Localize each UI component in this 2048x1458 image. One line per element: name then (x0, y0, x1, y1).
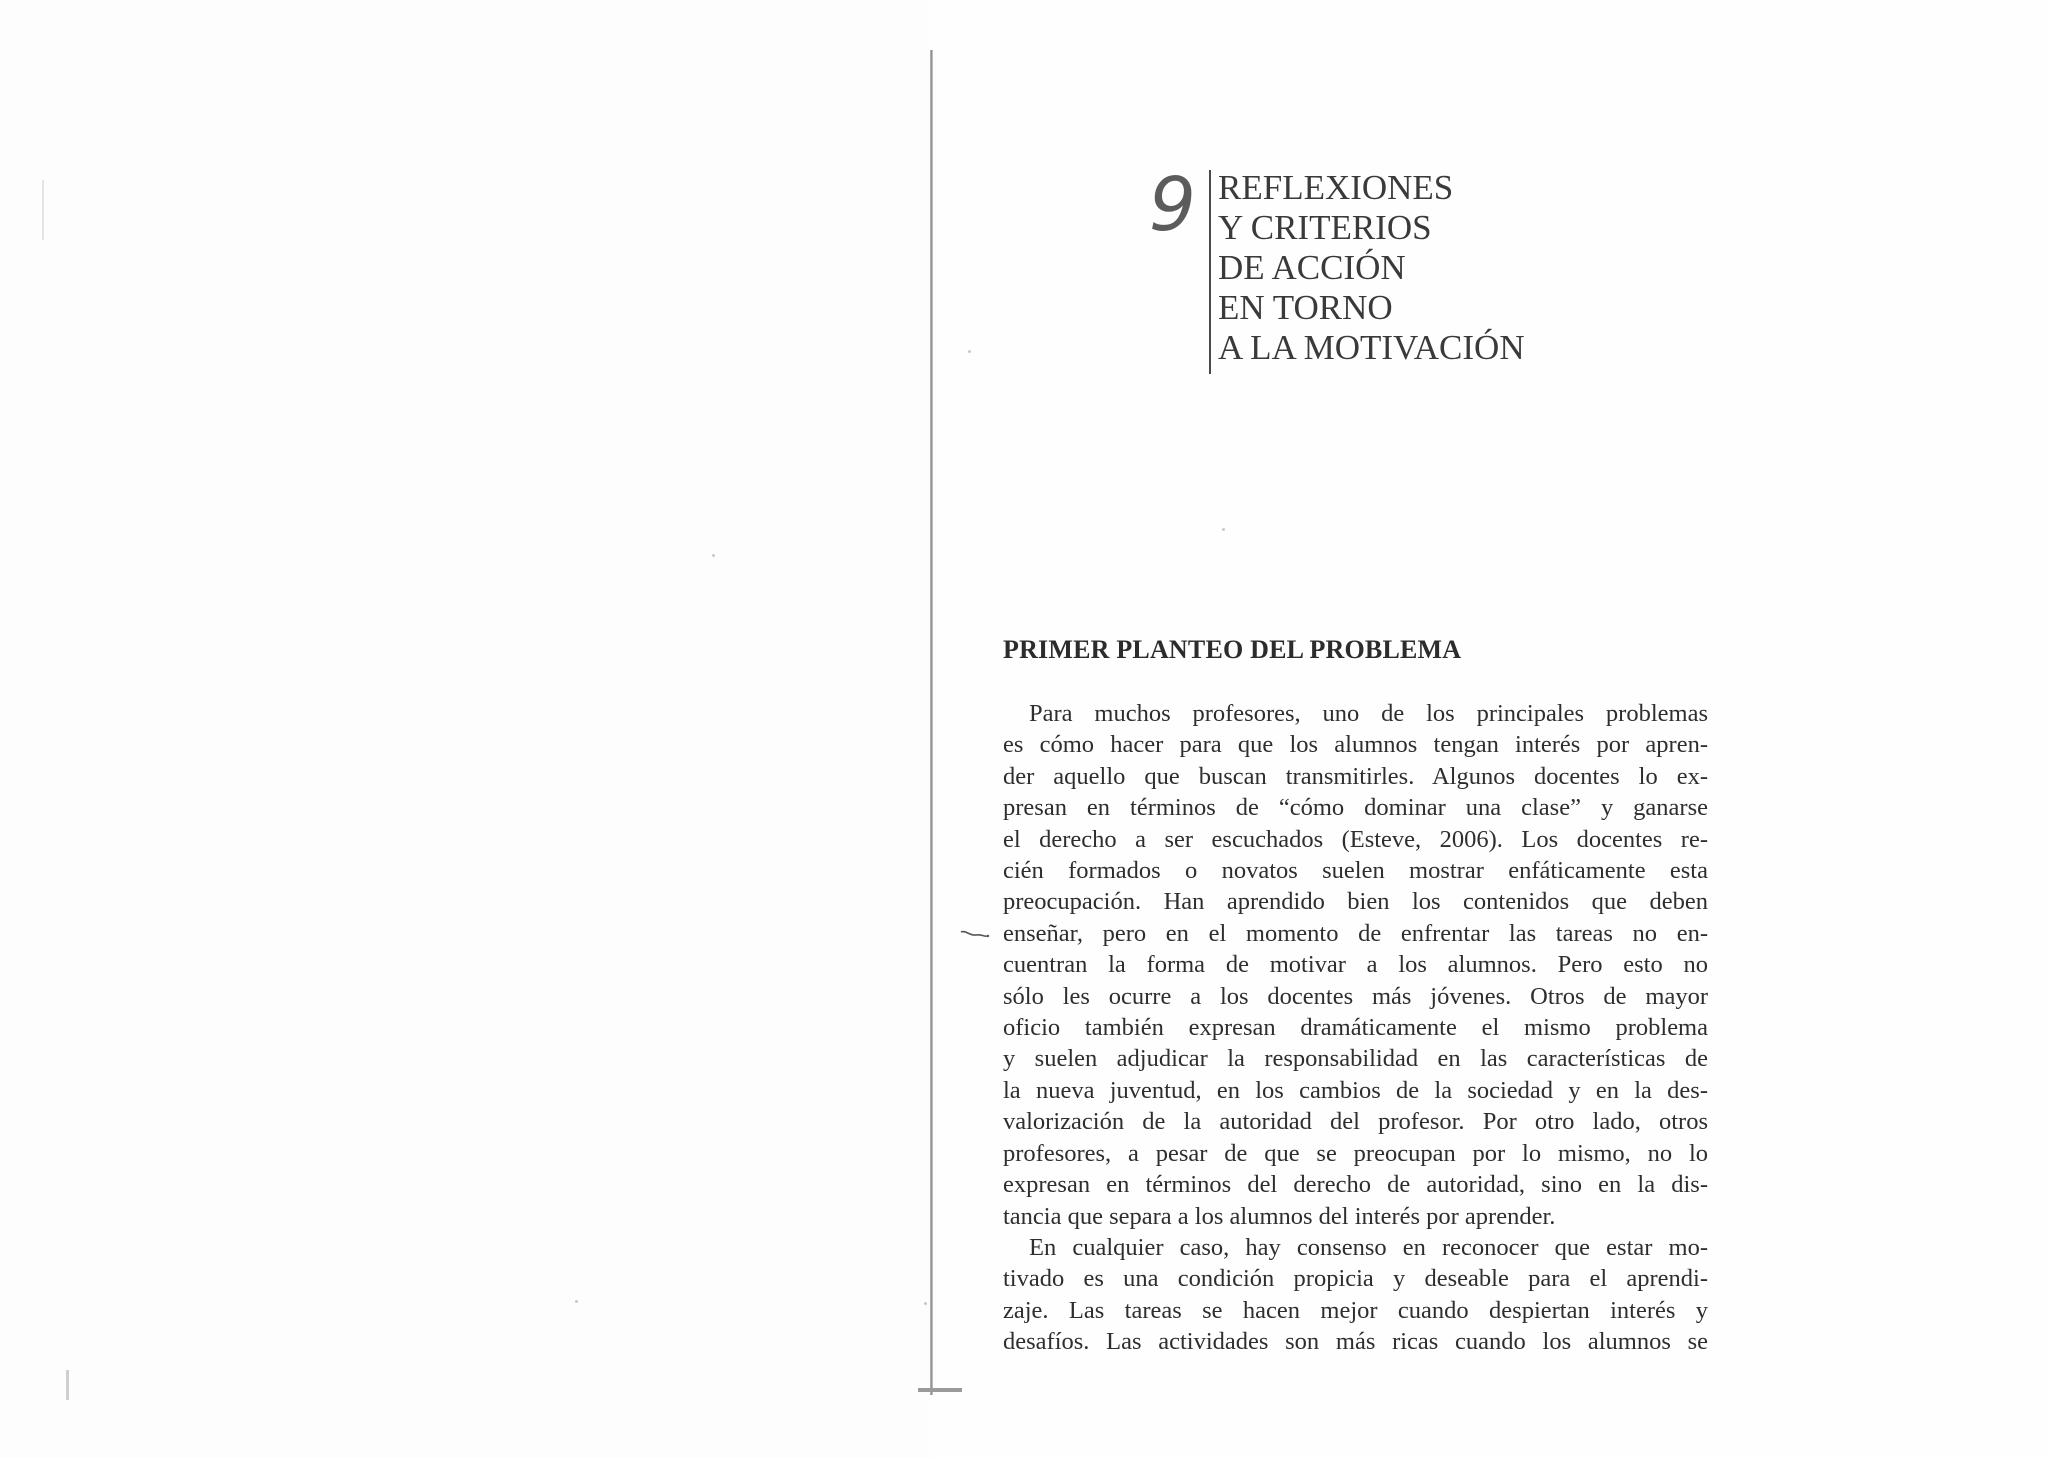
body-line: es cómo hacer para que los alumnos tengan interés por apren- (1003, 731, 1708, 759)
body-line: el derecho a ser escuchados (Esteve, 2006). Los docentes re- (1003, 825, 1708, 853)
body-line: preocupación. Han aprendido bien los contenidos que deben (1003, 888, 1708, 916)
chapter-title-line: Y CRITERIOS (1218, 208, 1432, 247)
body-line: Para muchos profesores, uno de los principales problemas (1029, 700, 1708, 727)
body-line: tancia que separa a los alumnos del interés por aprender. (1003, 1202, 1556, 1230)
body-line: y suelen adjudicar la responsabilidad en las características de (1003, 1045, 1708, 1073)
body-line: expresan en términos del derecho de autoridad, sino en la dis- (1003, 1171, 1708, 1199)
body-line: oficio también expresan dramáticamente el mismo problema (1003, 1014, 1708, 1042)
left-page-blank (0, 0, 930, 1458)
body-line: cién formados o novatos suelen mostrar enfáticamente esta (1003, 857, 1708, 885)
left-page-scan-mark (66, 1370, 69, 1400)
body-line: presan en términos de “cómo dominar una clase” y ganarse (1003, 794, 1708, 822)
body-line: der aquello que buscan transmitirles. Algunos docentes lo ex- (1003, 762, 1708, 790)
body-line: sólo les ocurre a los docentes más jóvenes. Otros de mayor (1003, 982, 1708, 1010)
section-heading: PRIMER PLANTEO DEL PROBLEMA (1003, 635, 1462, 664)
body-line: desafíos. Las actividades son más ricas cuando los alumnos se (1003, 1328, 1708, 1356)
chapter-title-line: A LA MOTIVACIÓN (1218, 328, 1525, 367)
chapter-divider-rule (1209, 170, 1211, 374)
scan-speck (575, 1300, 578, 1303)
body-line: profesores, a pesar de que se preocupan por lo mismo, no lo (1003, 1139, 1708, 1167)
body-line: zaje. Las tareas se hacen mejor cuando despiertan interés y (1003, 1296, 1708, 1324)
chapter-title-line: EN TORNO (1218, 288, 1393, 327)
book-gutter (930, 50, 933, 1395)
body-line: En cualquier caso, hay consenso en reconocer que estar mo- (1029, 1233, 1708, 1261)
scan-speck (924, 1302, 927, 1305)
body-line: cuentran la forma de motivar a los alumnos. Pero esto no (1003, 951, 1708, 979)
chapter-title-line: REFLEXIONES (1218, 168, 1454, 207)
body-paragraphs (1003, 698, 1708, 1358)
body-line: valorización de la autoridad del profesor. Por otro lado, otros (1003, 1108, 1708, 1136)
chapter-title (1218, 168, 1525, 368)
body-line: la nueva juventud, en los cambios de la sociedad y en la des- (1003, 1076, 1708, 1104)
body-line: tivado es una condición propicia y deseable para el aprendi- (1003, 1265, 1708, 1293)
chapter-title-line: DE ACCIÓN (1218, 248, 1406, 287)
body-line: enseñar, pero en el momento de enfrentar las tareas no en- (1003, 919, 1708, 947)
chapter-number: 9 (1148, 162, 1196, 248)
left-page-scan-mark (42, 180, 44, 240)
scan-speck (712, 554, 715, 557)
